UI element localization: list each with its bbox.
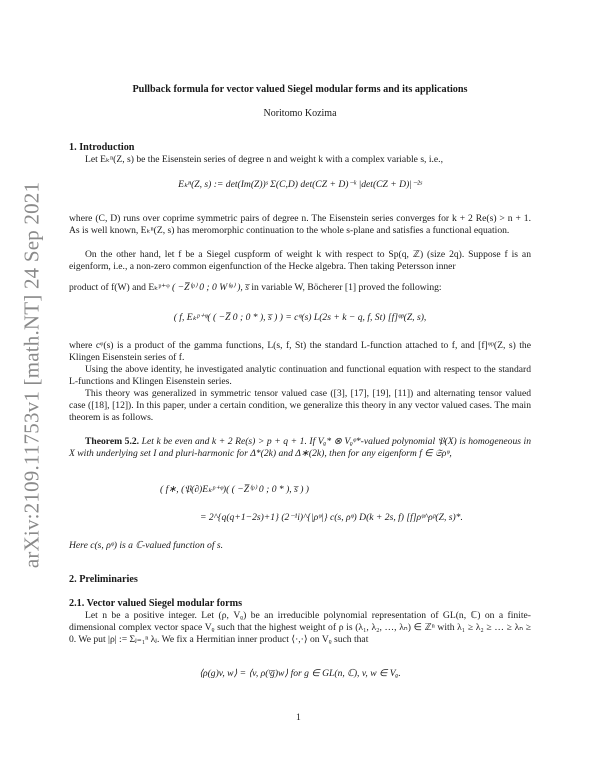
intro-paragraph-2: where (C, D) runs over coprime symmetric pairs of degree n. The Eisenstein series converges for k + 2 Re(s) > n + 1. As is well known, Eₖⁿ(Z, s) has meromorphic continuation to the whole s-plane and satisfies a functional equation. xyxy=(69,213,531,236)
theorem-5-2 xyxy=(69,436,531,460)
intro-paragraph-3-line xyxy=(69,276,531,300)
bocherer-identity-left: ( f, Eₖᵖ⁺ᵠ( ( −Z̅ 0 ; 0 * ), s̅ ) ) xyxy=(173,312,283,323)
intro-paragraph-3: On the other hand, let f be a Siegel cuspform of weight k with respect to Sp(q, ℤ) (size 2q). Suppose f is an eigenform, i.e., a non-zero common eigenfunction of the Hecke algebra. Then taking Petersson inner xyxy=(69,249,531,272)
paper-author: Noritomo Kozima xyxy=(263,108,337,119)
arxiv-stamp xyxy=(14,160,50,590)
intro-paragraph-6: This theory was generalized in symmetric tensor valued case ([3], [17], [19], [11]) and alternating tensor valued case ([18], [12]). In this paper, under a certain condition, we generalize this theory in any vector valued cases. The main theorem is as follows. xyxy=(69,388,531,423)
theorem-statement: Let k be even and k + 2 Re(s) > p + q + 1. If Vᵨ* ⊗ Vᵨᵠ*-valued polynomial 𝔓(X) is homogeneous in X with underlying set I and pluri-harmonic for Δ*(2k) and Δ∗(2k), then for any eigenform f ∈ 𝔖ρᵠ, xyxy=(69,436,532,459)
equation-hermitian-inner-product: ⟨ρ(g)v, w⟩ = ⟨v, ρ(ᵗg̅)w⟩ for g ∈ GL(n, ℂ), v, w ∈ Vᵨ. xyxy=(199,668,401,679)
intro-paragraph-5: Using the above identity, he investigated analytic continuation and functional equation with respect to the standard L-functions and Klingen Eisenstein series. xyxy=(69,364,531,387)
paper-title: Pullback formula for vector valued Siegel modular forms and its applications xyxy=(132,84,468,95)
theorem-remark: Here c(s, ρᵠ) is a ℂ-valued function of s. xyxy=(69,540,224,551)
petersson-product-prefix: product of f(W) and Eₖᵖ⁺ᵠ xyxy=(69,282,170,293)
theorem-label: Theorem 5.2. xyxy=(85,436,140,447)
section-heading-preliminaries: 2. Preliminaries xyxy=(69,574,138,585)
bocherer-identity-right: = cᵠ(s) L(2s + k − q, f, St) [f]ᵠᵖ(Z, s), xyxy=(285,312,427,323)
section-heading-introduction: 1. Introduction xyxy=(69,142,135,153)
page-number: 1 xyxy=(296,712,301,723)
intro-paragraph-4: where cᵠ(s) is a product of the gamma functions, L(s, f, St) the standard L-function attached to f, and [f]ᵠᵖ(Z, s) the Klingen Eisenstein series of f. xyxy=(69,340,531,363)
petersson-product-matrix: ( −Z̅⁽ᵖ⁾ 0 ; 0 W⁽ᵠ⁾ ), s̅ xyxy=(172,282,249,293)
arxiv-stamp-text: arXiv:2109.11753v1 [math.NT] 24 Sep 2021 xyxy=(19,181,44,569)
equation-eisenstein-series: Eₖⁿ(Z, s) := det(Im(Z))ˢ Σ(C,D) det(CZ + D)⁻ᵏ |det(CZ + D)|⁻²ˢ xyxy=(178,179,422,190)
equation-bocherer-identity xyxy=(69,312,531,324)
subsection-heading-vector-valued: 2.1. Vector valued Siegel modular forms xyxy=(69,598,243,609)
petersson-product-suffix: in variable W, Böcherer [1] proved the following: xyxy=(251,282,442,293)
theorem-equation-line-1: ( f∗, (𝔓(∂)Eₖᵖ⁺ᵠ)( ( −Z̅⁽ᵖ⁾ 0 ; 0 * ), s̅ ) ) xyxy=(160,484,310,495)
theorem-equation-line-2: = 2^{q(q+1−2s)+1} (2⁻¹i)^{|ρᵠ|} c(s, ρᵠ) D(k + 2s, f) [f]ρᵠ^ρᵖ(Z, s)*. xyxy=(200,512,463,523)
intro-paragraph-1: Let Eₖⁿ(Z, s) be the Eisenstein series of degree n and weight k with a complex variable s, i.e., xyxy=(85,154,443,165)
preliminaries-paragraph-1: Let n be a positive integer. Let (ρ, Vᵨ) be an irreducible polynomial representation of GL(n, ℂ) on a finite-dimensional complex vector space Vᵨ such that the highest weight of ρ is (λ₁, λ₂, …, λₙ) ∈ ℤⁿ with λ₁ ≥ λ₂ ≥ … ≥ λₙ ≥ 0. We put |ρ| := Σⱼ₌₁ⁿ λⱼ. We fix a Hermitian inner product ⟨·,·⟩ on Vᵨ such that xyxy=(69,610,531,645)
